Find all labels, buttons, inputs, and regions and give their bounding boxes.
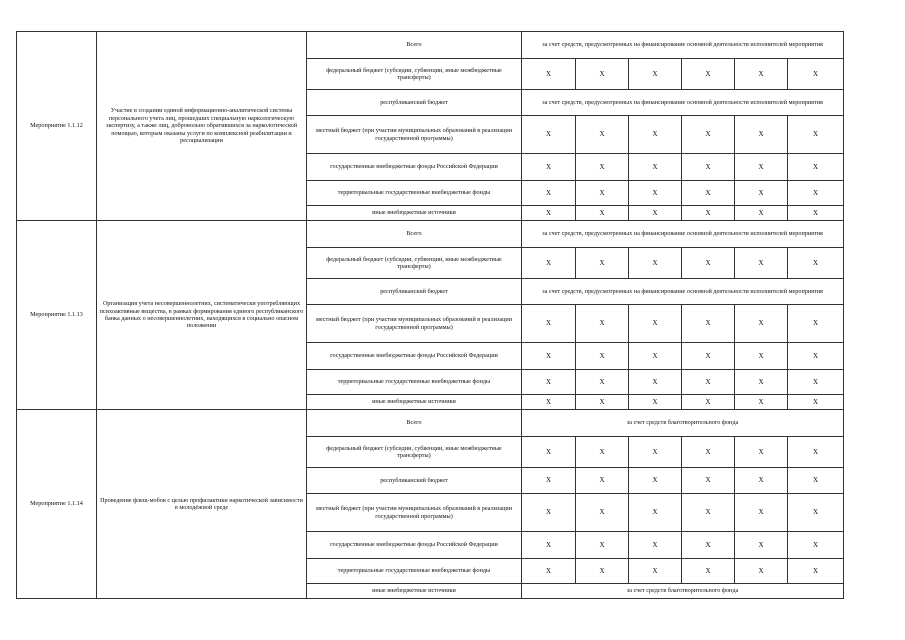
x-mark: X [788, 559, 844, 584]
x-mark: X [629, 494, 682, 532]
x-mark: X [522, 206, 576, 221]
x-mark: X [682, 437, 735, 468]
funding-source: федеральный бюджет (субсидии, субвенции, иные межбюджетные трансферты) [307, 59, 522, 90]
funding-note: за счет средств благотворительного фонда [522, 410, 844, 437]
x-mark: X [629, 532, 682, 559]
funding-source: государственные внебюджетные фонды Российской Федерации [307, 154, 522, 181]
x-mark: X [522, 559, 576, 584]
x-mark: X [682, 494, 735, 532]
x-mark: X [522, 154, 576, 181]
x-mark: X [735, 370, 788, 395]
x-mark: X [735, 437, 788, 468]
table-body [17, 32, 844, 599]
x-mark: X [788, 532, 844, 559]
x-mark: X [735, 181, 788, 206]
x-mark: X [522, 468, 576, 494]
x-mark: X [576, 395, 629, 410]
measure-id: Мероприятие 1.1.13 [17, 221, 97, 410]
x-mark: X [629, 116, 682, 154]
x-mark: X [735, 468, 788, 494]
x-mark: X [629, 59, 682, 90]
x-mark: X [788, 154, 844, 181]
table-row [17, 221, 844, 248]
x-mark: X [682, 154, 735, 181]
x-mark: X [735, 494, 788, 532]
x-mark: X [522, 59, 576, 90]
x-mark: X [682, 395, 735, 410]
funding-source: местный бюджет (при участии муниципальных образований в реализации государственной программы) [307, 116, 522, 154]
x-mark: X [788, 181, 844, 206]
x-mark: X [735, 532, 788, 559]
x-mark: X [735, 59, 788, 90]
x-mark: X [735, 154, 788, 181]
x-mark: X [576, 116, 629, 154]
x-mark: X [788, 494, 844, 532]
x-mark: X [682, 248, 735, 279]
funding-source: Всего [307, 410, 522, 437]
funding-note: за счет средств, предусмотренных на финансирование основной деятельности исполнителей мероприятия [522, 279, 844, 305]
x-mark: X [629, 248, 682, 279]
x-mark: X [788, 59, 844, 90]
x-mark: X [576, 206, 629, 221]
x-mark: X [735, 305, 788, 343]
x-mark: X [576, 559, 629, 584]
x-mark: X [788, 395, 844, 410]
x-mark: X [735, 395, 788, 410]
x-mark: X [576, 437, 629, 468]
x-mark: X [788, 437, 844, 468]
funding-note: за счет средств, предусмотренных на финансирование основной деятельности исполнителей мероприятия [522, 32, 844, 59]
x-mark: X [522, 395, 576, 410]
funding-note: за счет средств, предусмотренных на финансирование основной деятельности исполнителей мероприятия [522, 221, 844, 248]
x-mark: X [576, 370, 629, 395]
x-mark: X [788, 116, 844, 154]
funding-source: республиканский бюджет [307, 468, 522, 494]
x-mark: X [735, 206, 788, 221]
funding-source: Всего [307, 32, 522, 59]
x-mark: X [522, 494, 576, 532]
funding-source: государственные внебюджетные фонды Российской Федерации [307, 532, 522, 559]
x-mark: X [629, 437, 682, 468]
x-mark: X [576, 532, 629, 559]
funding-note: за счет средств, предусмотренных на финансирование основной деятельности исполнителей мероприятия [522, 90, 844, 116]
table-row [17, 410, 844, 437]
measure-description: Организация учета несовершеннолетних, систематически употребляющих психоактивные вещества, в рамках формирования единого республиканского банка данных о несовершеннолетних, находящихся в социально опасном положении [97, 221, 307, 410]
funding-source: территориальные государственные внебюджетные фонды [307, 559, 522, 584]
x-mark: X [629, 468, 682, 494]
x-mark: X [522, 343, 576, 370]
measure-id: Мероприятие 1.1.12 [17, 32, 97, 221]
funding-source: федеральный бюджет (субсидии, субвенции, иные межбюджетные трансферты) [307, 248, 522, 279]
x-mark: X [682, 305, 735, 343]
funding-source: территориальные государственные внебюджетные фонды [307, 370, 522, 395]
x-mark: X [576, 494, 629, 532]
x-mark: X [682, 468, 735, 494]
x-mark: X [682, 532, 735, 559]
funding-source: иные внебюджетные источники [307, 584, 522, 599]
x-mark: X [629, 370, 682, 395]
funding-source: государственные внебюджетные фонды Российской Федерации [307, 343, 522, 370]
x-mark: X [629, 559, 682, 584]
measure-description: Участие в создании единой информационно-аналитической системы персонального учета лиц, прошедших специальную наркологическую экспертизу, а также лиц, добровольно обратившихся за наркологической помощью, которым оказаны услуги по комплексной реабилитации и ресоциализации [97, 32, 307, 221]
funding-source: республиканский бюджет [307, 90, 522, 116]
x-mark: X [682, 206, 735, 221]
x-mark: X [682, 343, 735, 370]
funding-source: республиканский бюджет [307, 279, 522, 305]
funding-source: иные внебюджетные источники [307, 206, 522, 221]
x-mark: X [522, 370, 576, 395]
x-mark: X [522, 181, 576, 206]
funding-note: за счет средств благотворительного фонда [522, 584, 844, 599]
x-mark: X [735, 559, 788, 584]
x-mark: X [682, 370, 735, 395]
x-mark: X [576, 305, 629, 343]
x-mark: X [576, 468, 629, 494]
x-mark: X [682, 559, 735, 584]
x-mark: X [576, 248, 629, 279]
x-mark: X [788, 468, 844, 494]
x-mark: X [629, 206, 682, 221]
x-mark: X [522, 437, 576, 468]
x-mark: X [629, 343, 682, 370]
measure-id: Мероприятие 1.1.14 [17, 410, 97, 599]
x-mark: X [682, 59, 735, 90]
x-mark: X [629, 305, 682, 343]
x-mark: X [576, 154, 629, 181]
x-mark: X [735, 116, 788, 154]
x-mark: X [576, 343, 629, 370]
x-mark: X [629, 181, 682, 206]
funding-source: территориальные государственные внебюджетные фонды [307, 181, 522, 206]
measure-description: Проведение флеш-мобов с целью профилактики наркотической зависимости в молодёжной среде [97, 410, 307, 599]
x-mark: X [522, 532, 576, 559]
funding-source: местный бюджет (при участии муниципальных образований в реализации государственной программы) [307, 305, 522, 343]
x-mark: X [682, 181, 735, 206]
x-mark: X [735, 248, 788, 279]
x-mark: X [629, 154, 682, 181]
x-mark: X [522, 305, 576, 343]
program-measures-table [16, 31, 844, 599]
x-mark: X [788, 206, 844, 221]
x-mark: X [629, 395, 682, 410]
x-mark: X [788, 248, 844, 279]
x-mark: X [522, 248, 576, 279]
x-mark: X [522, 116, 576, 154]
x-mark: X [682, 116, 735, 154]
funding-source: местный бюджет (при участии муниципальных образований в реализации государственной программы) [307, 494, 522, 532]
funding-source: иные внебюджетные источники [307, 395, 522, 410]
funding-source: федеральный бюджет (субсидии, субвенции, иные межбюджетные трансферты) [307, 437, 522, 468]
x-mark: X [735, 343, 788, 370]
funding-source: Всего [307, 221, 522, 248]
x-mark: X [788, 343, 844, 370]
x-mark: X [576, 59, 629, 90]
x-mark: X [788, 305, 844, 343]
x-mark: X [576, 181, 629, 206]
table-row [17, 32, 844, 59]
x-mark: X [788, 370, 844, 395]
